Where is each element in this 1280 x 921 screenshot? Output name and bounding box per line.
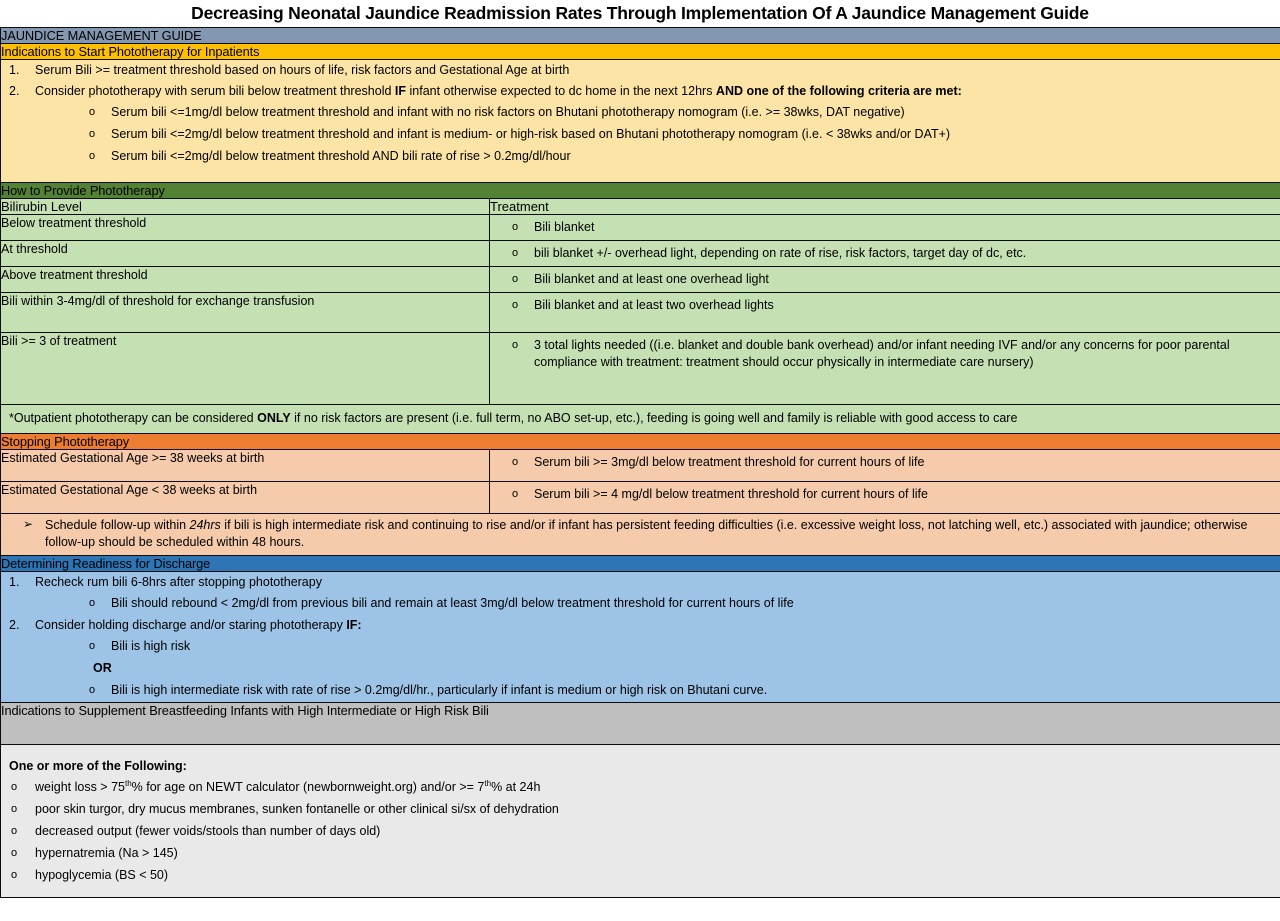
indications-item-2: [1, 81, 1280, 102]
treatment-text: Bili blanket and at least two overhead lights: [534, 298, 774, 312]
provide-footnote-row: [1, 405, 1280, 434]
circle-bullet-icon: o: [89, 150, 96, 162]
list-marker: 1.: [9, 63, 20, 77]
discharge-or-label: OR: [93, 661, 112, 675]
indications-sub-list: [1, 102, 1280, 168]
treatment-bullet-line: [490, 333, 1280, 375]
indications-item-1-text: Serum Bili >= treatment threshold based on hours of life, risk factors and Gestational Age at birth: [35, 63, 570, 77]
circle-bullet-icon: o: [11, 847, 18, 859]
discharge-item-2-bold-if: IF:: [346, 618, 362, 632]
indications-item-2-bold-and: AND one of the following criteria are met:: [715, 84, 962, 98]
indications-numbered-list: [1, 60, 1280, 102]
circle-bullet-icon: o: [11, 781, 18, 793]
table-row: [1, 333, 1280, 405]
supplement-item-3-text: decreased output (fewer voids/stools than number of days old): [35, 824, 381, 838]
table-row: [1, 215, 1280, 241]
indications-item-2-bold-if: IF: [394, 84, 407, 98]
discharge-item-2-sublist-b: [1, 680, 1280, 702]
discharge-item-1-subitem: [1, 593, 1280, 615]
supplement-item-1: [1, 777, 1280, 799]
circle-bullet-icon: o: [89, 640, 96, 652]
discharge-item-1-subitem-text: Bili should rebound < 2mg/dl from previous bili and remain at least 3mg/dl below treatment threshold for current hours of life: [111, 596, 794, 610]
discharge-item-2-pre: Consider holding discharge and/or staring phototherapy: [35, 618, 347, 632]
discharge-header: Determining Readiness for Discharge: [1, 556, 1280, 572]
supplement-list: [1, 777, 1280, 887]
supplement-item-5-text: hypoglycemia (BS < 50): [35, 868, 169, 882]
indications-body-row: [1, 60, 1280, 183]
indications-item-2-mid: infant otherwise expected to dc home in the next 12hrs: [406, 84, 716, 98]
provide-footnote-cell: [1, 405, 1280, 434]
discharge-item-2-subitem-2: [1, 680, 1280, 702]
supplement-item-1-post: % at 24h: [491, 780, 541, 794]
jaundice-management-guide-table: [0, 27, 1280, 898]
indications-item-1: [1, 60, 1280, 81]
circle-bullet-icon: o: [512, 221, 519, 233]
stopping-header-row: [1, 434, 1280, 450]
treatment-text: Bili blanket: [534, 220, 595, 234]
treatment-bullet-line: [490, 215, 1280, 240]
followup-italic-24hrs: 24hrs: [189, 518, 221, 532]
treatment-bullet-line: [490, 241, 1280, 266]
superscript-th: th: [484, 778, 492, 788]
circle-bullet-icon: o: [89, 597, 96, 609]
stopping-row-2-level: Estimated Gestational Age < 38 weeks at birth: [1, 482, 490, 514]
followup-item: [1, 514, 1280, 555]
table-row: [1, 482, 1280, 514]
stopping-row-1-level: Estimated Gestational Age >= 38 weeks at birth: [1, 450, 490, 482]
list-marker: 2.: [9, 618, 20, 632]
page-title: Decreasing Neonatal Jaundice Readmission Rates Through Implementation Of A Jaundice Management Guide: [191, 3, 1089, 23]
provide-row-4-treatment: [490, 293, 1280, 333]
circle-bullet-icon: o: [89, 684, 96, 696]
superscript-th: th: [124, 778, 132, 788]
supplement-header-text: Indications to Supplement Breastfeeding Infants with High Intermediate or High Risk Bili: [1, 703, 489, 718]
provide-column-header-row: [1, 199, 1280, 215]
followup-list: [1, 514, 1280, 555]
list-marker: 1.: [9, 575, 20, 589]
followup-post: if bili is high intermediate risk and continuing to rise and/or if infant has persistent feeding difficulties (i.e. excessive weight loss, not latching well, etc.) associated with jaundice; otherwise follow-up should be scheduled within 48 hours.: [45, 518, 1248, 549]
treatment-bullet-line: [490, 293, 1280, 318]
supplement-item-3: [1, 821, 1280, 843]
discharge-numbered-list: [1, 572, 1280, 593]
discharge-item-2-subitem-1-text: Bili is high risk: [111, 639, 191, 653]
criteria-bullet-line: [490, 482, 1280, 507]
stopping-followup-cell: [1, 514, 1280, 556]
provide-header: How to Provide Phototherapy: [1, 183, 1280, 199]
spacer: [1, 745, 1280, 753]
supplement-lead: One or more of the Following:: [9, 759, 187, 773]
supplement-header-row: [1, 703, 1280, 745]
treatment-bullet-line: [490, 267, 1280, 292]
provide-row-2-treatment: [490, 241, 1280, 267]
list-marker: 2.: [9, 84, 20, 98]
discharge-item-2-subitem-2-text: Bili is high intermediate risk with rate of rise > 0.2mg/dl/hr., particularly if infant is medium or high risk on Bhutani curve.: [111, 683, 768, 697]
indications-subitem-3-text: Serum bili <=2mg/dl below treatment threshold AND bili rate of rise > 0.2mg/dl/hour: [111, 149, 571, 163]
circle-bullet-icon: o: [11, 869, 18, 881]
discharge-item-2-subitem-1: [1, 636, 1280, 658]
discharge-header-row: [1, 556, 1280, 572]
criteria-text: Serum bili >= 3mg/dl below treatment threshold for current hours of life: [534, 455, 925, 469]
stopping-followup-row: [1, 514, 1280, 556]
followup-pre: Schedule follow-up within: [45, 518, 190, 532]
provide-col-bilirubin-level: Bilirubin Level: [1, 199, 490, 215]
circle-bullet-icon: o: [512, 488, 519, 500]
provide-row-1-level: Below treatment threshold: [1, 215, 490, 241]
discharge-body-row: [1, 572, 1280, 703]
table-row: [1, 241, 1280, 267]
provide-col-treatment: Treatment: [490, 199, 1280, 215]
indications-header-row: [1, 44, 1280, 60]
stopping-header: Stopping Phototherapy: [1, 434, 1280, 450]
indications-subitem-1: [1, 102, 1280, 124]
indications-header: Indications to Start Phototherapy for Inpatients: [1, 44, 1280, 60]
circle-bullet-icon: o: [512, 339, 519, 351]
supplement-item-1-pre: weight loss > 75: [35, 780, 125, 794]
indications-item-2-pre: Consider phototherapy with serum bili below treatment threshold: [35, 84, 395, 98]
circle-bullet-icon: o: [512, 299, 519, 311]
provide-row-3-level: Above treatment threshold: [1, 267, 490, 293]
circle-bullet-icon: o: [512, 273, 519, 285]
indications-body: [1, 60, 1280, 183]
circle-bullet-icon: o: [11, 803, 18, 815]
indications-subitem-2: [1, 124, 1280, 146]
discharge-item-1-text: Recheck rum bili 6-8hrs after stopping phototherapy: [35, 575, 322, 589]
provide-row-2-level: At threshold: [1, 241, 490, 267]
table-row: [1, 450, 1280, 482]
circle-bullet-icon: o: [89, 106, 96, 118]
supplement-item-4: [1, 843, 1280, 865]
outpatient-phototherapy-note: [1, 405, 1280, 433]
criteria-bullet-line: [490, 450, 1280, 475]
guide-title-row: [1, 28, 1280, 44]
supplement-item-4-text: hypernatremia (Na > 145): [35, 846, 178, 860]
supplement-item-1-mid: % for age on NEWT calculator (newbornweight.org) and/or >= 7: [131, 780, 485, 794]
guide-title-cell: JAUNDICE MANAGEMENT GUIDE: [1, 28, 1280, 44]
supplement-header: [1, 703, 1280, 745]
discharge-item-2: [1, 615, 1280, 636]
circle-bullet-icon: o: [512, 247, 519, 259]
provide-row-5-level: Bili >= 3 of treatment: [1, 333, 490, 405]
circle-bullet-icon: o: [11, 825, 18, 837]
discharge-item-1-sublist: [1, 593, 1280, 615]
provide-row-1-treatment: [490, 215, 1280, 241]
provide-row-3-treatment: [490, 267, 1280, 293]
supplement-item-5: [1, 865, 1280, 887]
supplement-item-2-text: poor skin turgor, dry mucus membranes, sunken fontanelle or other clinical si/sx of dehydration: [35, 802, 559, 816]
spacer: [1, 718, 1280, 744]
footnote-post: if no risk factors are present (i.e. full term, no ABO set-up, etc.), feeding is going well and family is reliable with good access to care: [290, 411, 1018, 425]
arrow-bullet-icon: ➢: [23, 517, 34, 531]
provide-header-row: [1, 183, 1280, 199]
supplement-body-row: [1, 745, 1280, 898]
stopping-row-2-criteria: [490, 482, 1280, 514]
treatment-text: bili blanket +/- overhead light, depending on rate of rise, risk factors, target day of dc, etc.: [534, 246, 1027, 260]
treatment-text: Bili blanket and at least one overhead light: [534, 272, 769, 286]
indications-subitem-1-text: Serum bili <=1mg/dl below treatment threshold and infant with no risk factors on Bhutani phototherapy nomogram (i.e. >= 38wks, DAT negative): [111, 105, 905, 119]
discharge-body: [1, 572, 1280, 703]
supplement-item-2: [1, 799, 1280, 821]
footnote-bold-only: ONLY: [257, 411, 291, 425]
circle-bullet-icon: o: [512, 456, 519, 468]
supplement-body: [1, 745, 1280, 898]
provide-row-4-level: Bili within 3-4mg/dl of threshold for exchange transfusion: [1, 293, 490, 333]
table-row: [1, 293, 1280, 333]
discharge-item-2-sublist-a: [1, 636, 1280, 658]
provide-row-5-treatment: [490, 333, 1280, 405]
indications-subitem-2-text: Serum bili <=2mg/dl below treatment threshold and infant is medium- or high-risk based on Bhutani phototherapy nomogram (i.e. < 38wks and/or DAT+): [111, 127, 951, 141]
discharge-numbered-list-2: [1, 615, 1280, 636]
circle-bullet-icon: o: [89, 128, 96, 140]
stopping-row-1-criteria: [490, 450, 1280, 482]
treatment-text: 3 total lights needed ((i.e. blanket and double bank overhead) and/or infant needing IVF and/or any concerns for poor parental compliance with treatment: treatment should occur physically in intermediate care nursery): [534, 338, 1230, 369]
footnote-pre: *Outpatient phototherapy can be considered: [9, 411, 258, 425]
indications-subitem-3: [1, 146, 1280, 168]
criteria-text: Serum bili >= 4 mg/dl below treatment threshold for current hours of life: [534, 487, 928, 501]
spacer: [1, 887, 1280, 897]
spacer: [1, 168, 1280, 182]
table-row: [1, 267, 1280, 293]
discharge-item-1: [1, 572, 1280, 593]
